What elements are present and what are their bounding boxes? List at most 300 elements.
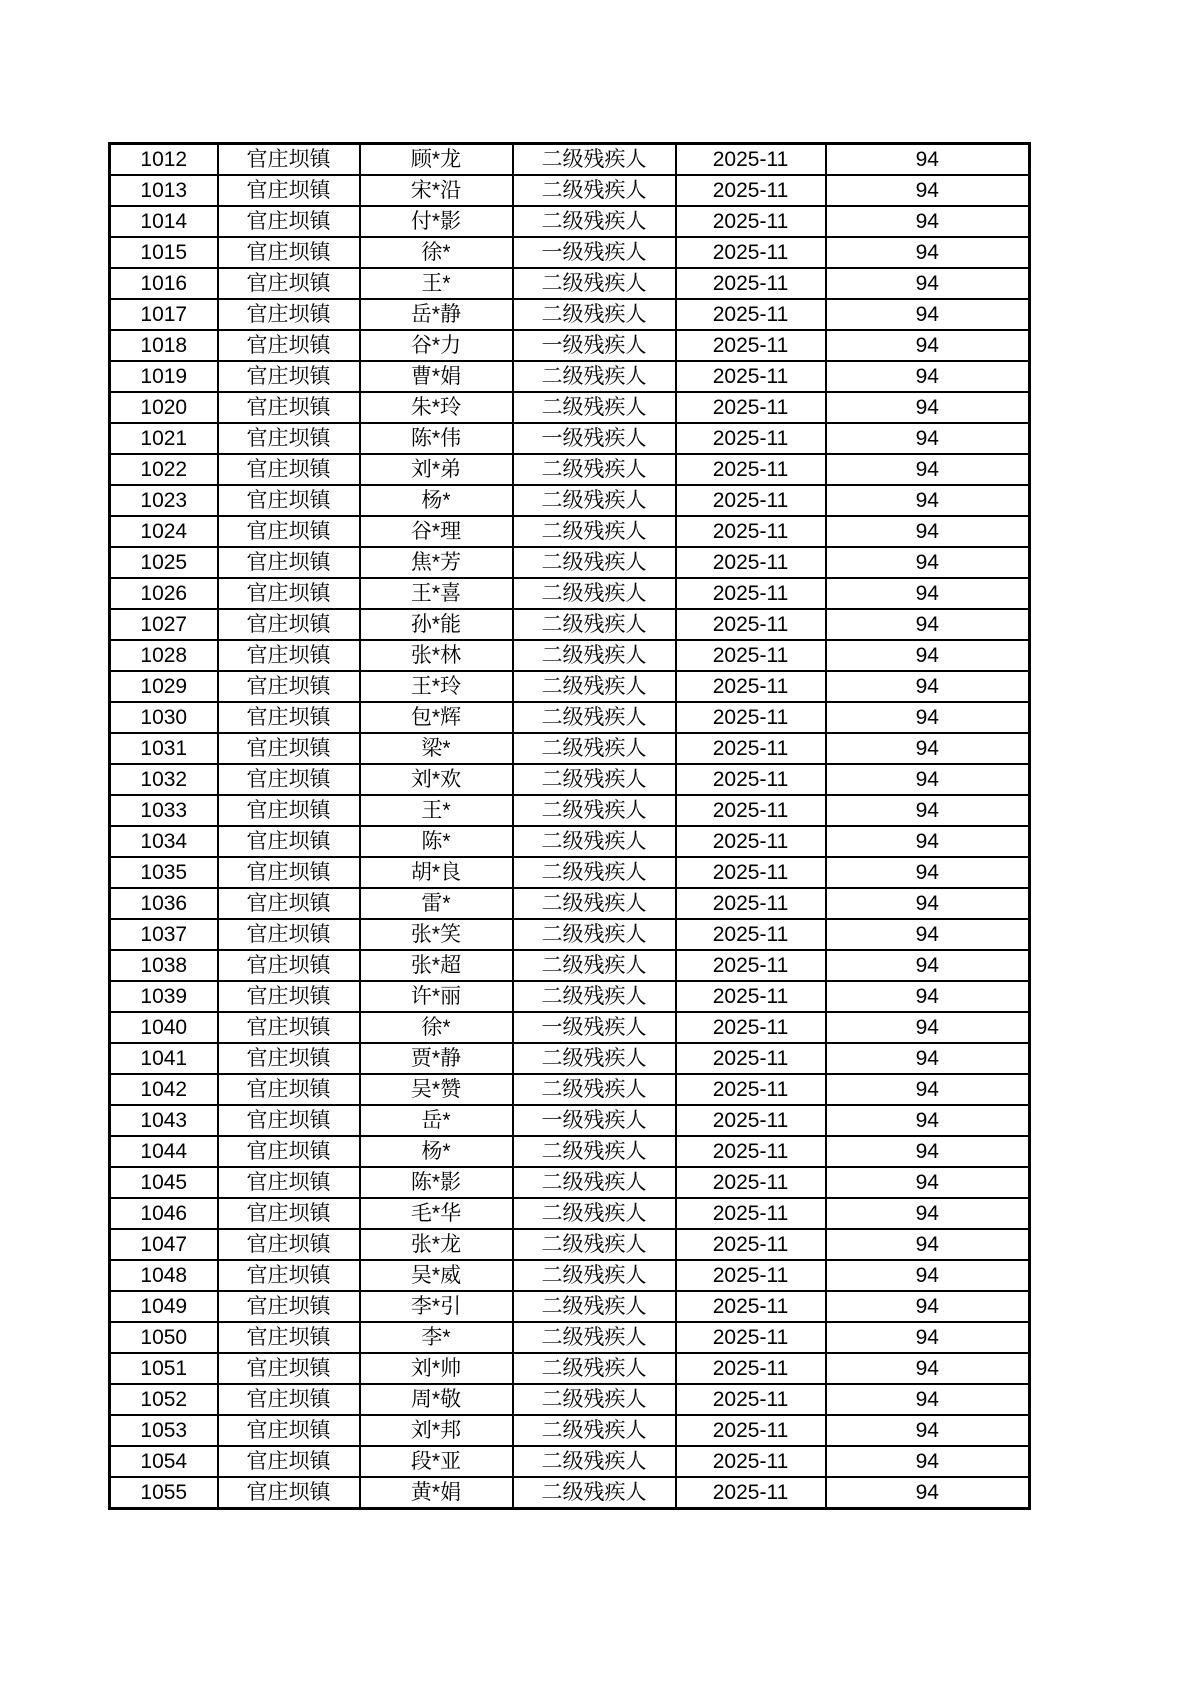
cell-name: 周*敬 [360, 1384, 513, 1415]
cell-period: 2025-11 [676, 795, 826, 826]
cell-id: 1031 [110, 733, 218, 764]
cell-level: 二级残疾人 [513, 888, 676, 919]
cell-name: 陈* [360, 826, 513, 857]
cell-period: 2025-11 [676, 1074, 826, 1105]
cell-town: 官庄坝镇 [218, 516, 360, 547]
cell-amount: 94 [826, 764, 1030, 795]
cell-town: 官庄坝镇 [218, 1043, 360, 1074]
cell-id: 1041 [110, 1043, 218, 1074]
cell-amount: 94 [826, 423, 1030, 454]
cell-town: 官庄坝镇 [218, 423, 360, 454]
cell-level: 二级残疾人 [513, 609, 676, 640]
table-row [110, 1198, 1030, 1229]
cell-town: 官庄坝镇 [218, 144, 360, 176]
cell-name: 李*引 [360, 1291, 513, 1322]
cell-period: 2025-11 [676, 671, 826, 702]
cell-town: 官庄坝镇 [218, 1074, 360, 1105]
cell-id: 1026 [110, 578, 218, 609]
cell-amount: 94 [826, 1229, 1030, 1260]
cell-period: 2025-11 [676, 1229, 826, 1260]
cell-amount: 94 [826, 640, 1030, 671]
cell-period: 2025-11 [676, 1167, 826, 1198]
table-row [110, 392, 1030, 423]
cell-amount: 94 [826, 392, 1030, 423]
cell-level: 二级残疾人 [513, 578, 676, 609]
cell-period: 2025-11 [676, 1446, 826, 1477]
cell-name: 毛*华 [360, 1198, 513, 1229]
cell-name: 付*影 [360, 206, 513, 237]
cell-amount: 94 [826, 206, 1030, 237]
cell-period: 2025-11 [676, 547, 826, 578]
cell-amount: 94 [826, 175, 1030, 206]
cell-level: 二级残疾人 [513, 1260, 676, 1291]
cell-amount: 94 [826, 919, 1030, 950]
cell-town: 官庄坝镇 [218, 206, 360, 237]
table-row [110, 919, 1030, 950]
cell-period: 2025-11 [676, 1291, 826, 1322]
cell-amount: 94 [826, 609, 1030, 640]
cell-amount: 94 [826, 516, 1030, 547]
cell-id: 1050 [110, 1322, 218, 1353]
cell-town: 官庄坝镇 [218, 454, 360, 485]
cell-town: 官庄坝镇 [218, 1012, 360, 1043]
cell-level: 二级残疾人 [513, 764, 676, 795]
cell-name: 杨* [360, 1136, 513, 1167]
cell-level: 二级残疾人 [513, 702, 676, 733]
cell-name: 梁* [360, 733, 513, 764]
table-row [110, 1136, 1030, 1167]
table-row [110, 1043, 1030, 1074]
cell-id: 1017 [110, 299, 218, 330]
cell-period: 2025-11 [676, 1012, 826, 1043]
table-row [110, 299, 1030, 330]
table-row [110, 1477, 1030, 1509]
cell-town: 官庄坝镇 [218, 733, 360, 764]
cell-level: 二级残疾人 [513, 1477, 676, 1509]
cell-name: 张*笑 [360, 919, 513, 950]
cell-level: 二级残疾人 [513, 516, 676, 547]
cell-name: 刘*弟 [360, 454, 513, 485]
cell-id: 1052 [110, 1384, 218, 1415]
table-row [110, 609, 1030, 640]
cell-period: 2025-11 [676, 1477, 826, 1509]
cell-period: 2025-11 [676, 206, 826, 237]
cell-amount: 94 [826, 361, 1030, 392]
cell-period: 2025-11 [676, 1322, 826, 1353]
cell-town: 官庄坝镇 [218, 1136, 360, 1167]
cell-level: 二级残疾人 [513, 1074, 676, 1105]
cell-id: 1042 [110, 1074, 218, 1105]
cell-name: 王*玲 [360, 671, 513, 702]
cell-amount: 94 [826, 1136, 1030, 1167]
cell-amount: 94 [826, 1260, 1030, 1291]
cell-id: 1014 [110, 206, 218, 237]
cell-id: 1049 [110, 1291, 218, 1322]
cell-id: 1028 [110, 640, 218, 671]
cell-period: 2025-11 [676, 392, 826, 423]
cell-id: 1015 [110, 237, 218, 268]
cell-level: 一级残疾人 [513, 330, 676, 361]
cell-amount: 94 [826, 1012, 1030, 1043]
cell-amount: 94 [826, 1415, 1030, 1446]
table-row [110, 237, 1030, 268]
cell-name: 杨* [360, 485, 513, 516]
cell-level: 二级残疾人 [513, 1229, 676, 1260]
table-row [110, 578, 1030, 609]
table-row [110, 671, 1030, 702]
table-row [110, 175, 1030, 206]
cell-town: 官庄坝镇 [218, 1384, 360, 1415]
cell-town: 官庄坝镇 [218, 299, 360, 330]
cell-amount: 94 [826, 578, 1030, 609]
cell-level: 二级残疾人 [513, 640, 676, 671]
cell-period: 2025-11 [676, 888, 826, 919]
cell-name: 李* [360, 1322, 513, 1353]
cell-id: 1033 [110, 795, 218, 826]
cell-name: 黄*娟 [360, 1477, 513, 1509]
cell-id: 1024 [110, 516, 218, 547]
cell-town: 官庄坝镇 [218, 857, 360, 888]
cell-town: 官庄坝镇 [218, 1415, 360, 1446]
cell-period: 2025-11 [676, 950, 826, 981]
cell-level: 二级残疾人 [513, 361, 676, 392]
table-row [110, 485, 1030, 516]
cell-level: 二级残疾人 [513, 919, 676, 950]
cell-id: 1055 [110, 1477, 218, 1509]
table-row [110, 1260, 1030, 1291]
cell-id: 1030 [110, 702, 218, 733]
cell-name: 陈*影 [360, 1167, 513, 1198]
table-row [110, 268, 1030, 299]
cell-name: 王* [360, 268, 513, 299]
cell-name: 吴*赞 [360, 1074, 513, 1105]
table-row [110, 1012, 1030, 1043]
cell-period: 2025-11 [676, 609, 826, 640]
table-row [110, 1105, 1030, 1136]
cell-level: 二级残疾人 [513, 144, 676, 176]
cell-level: 二级残疾人 [513, 1291, 676, 1322]
cell-period: 2025-11 [676, 1198, 826, 1229]
cell-amount: 94 [826, 671, 1030, 702]
cell-town: 官庄坝镇 [218, 764, 360, 795]
cell-amount: 94 [826, 454, 1030, 485]
cell-amount: 94 [826, 795, 1030, 826]
cell-town: 官庄坝镇 [218, 1322, 360, 1353]
cell-name: 张*超 [360, 950, 513, 981]
cell-id: 1053 [110, 1415, 218, 1446]
cell-id: 1025 [110, 547, 218, 578]
table-row [110, 423, 1030, 454]
cell-period: 2025-11 [676, 175, 826, 206]
cell-name: 顾*龙 [360, 144, 513, 176]
cell-name: 岳* [360, 1105, 513, 1136]
cell-level: 二级残疾人 [513, 1136, 676, 1167]
cell-name: 雷* [360, 888, 513, 919]
cell-id: 1023 [110, 485, 218, 516]
cell-level: 一级残疾人 [513, 1012, 676, 1043]
cell-level: 二级残疾人 [513, 299, 676, 330]
cell-town: 官庄坝镇 [218, 609, 360, 640]
table-row [110, 1384, 1030, 1415]
cell-id: 1018 [110, 330, 218, 361]
cell-name: 许*丽 [360, 981, 513, 1012]
cell-id: 1020 [110, 392, 218, 423]
cell-level: 二级残疾人 [513, 454, 676, 485]
cell-level: 二级残疾人 [513, 1384, 676, 1415]
cell-period: 2025-11 [676, 237, 826, 268]
cell-period: 2025-11 [676, 733, 826, 764]
cell-period: 2025-11 [676, 516, 826, 547]
table-row [110, 516, 1030, 547]
cell-period: 2025-11 [676, 423, 826, 454]
cell-name: 段*亚 [360, 1446, 513, 1477]
cell-town: 官庄坝镇 [218, 702, 360, 733]
cell-town: 官庄坝镇 [218, 578, 360, 609]
cell-town: 官庄坝镇 [218, 330, 360, 361]
cell-town: 官庄坝镇 [218, 671, 360, 702]
table-row [110, 1353, 1030, 1384]
table-row [110, 1291, 1030, 1322]
cell-amount: 94 [826, 1446, 1030, 1477]
table-row [110, 950, 1030, 981]
cell-town: 官庄坝镇 [218, 919, 360, 950]
table-row [110, 795, 1030, 826]
cell-town: 官庄坝镇 [218, 175, 360, 206]
cell-period: 2025-11 [676, 826, 826, 857]
cell-id: 1012 [110, 144, 218, 176]
cell-amount: 94 [826, 733, 1030, 764]
cell-level: 一级残疾人 [513, 237, 676, 268]
cell-amount: 94 [826, 330, 1030, 361]
table-row [110, 1322, 1030, 1353]
cell-period: 2025-11 [676, 919, 826, 950]
cell-period: 2025-11 [676, 1136, 826, 1167]
cell-id: 1027 [110, 609, 218, 640]
cell-town: 官庄坝镇 [218, 361, 360, 392]
cell-name: 孙*能 [360, 609, 513, 640]
cell-period: 2025-11 [676, 702, 826, 733]
cell-name: 曹*娟 [360, 361, 513, 392]
cell-amount: 94 [826, 1322, 1030, 1353]
cell-town: 官庄坝镇 [218, 950, 360, 981]
cell-period: 2025-11 [676, 578, 826, 609]
cell-amount: 94 [826, 299, 1030, 330]
cell-amount: 94 [826, 1353, 1030, 1384]
cell-level: 二级残疾人 [513, 392, 676, 423]
cell-town: 官庄坝镇 [218, 237, 360, 268]
cell-level: 二级残疾人 [513, 485, 676, 516]
cell-name: 谷*力 [360, 330, 513, 361]
cell-period: 2025-11 [676, 1353, 826, 1384]
cell-level: 二级残疾人 [513, 826, 676, 857]
cell-amount: 94 [826, 1198, 1030, 1229]
cell-period: 2025-11 [676, 144, 826, 176]
cell-level: 二级残疾人 [513, 1415, 676, 1446]
cell-amount: 94 [826, 144, 1030, 176]
cell-town: 官庄坝镇 [218, 1229, 360, 1260]
cell-period: 2025-11 [676, 981, 826, 1012]
cell-name: 陈*伟 [360, 423, 513, 454]
table-row [110, 1446, 1030, 1477]
cell-amount: 94 [826, 1291, 1030, 1322]
cell-id: 1043 [110, 1105, 218, 1136]
cell-level: 二级残疾人 [513, 175, 676, 206]
table-row [110, 764, 1030, 795]
cell-amount: 94 [826, 857, 1030, 888]
cell-name: 岳*静 [360, 299, 513, 330]
cell-id: 1035 [110, 857, 218, 888]
cell-name: 谷*理 [360, 516, 513, 547]
cell-town: 官庄坝镇 [218, 1353, 360, 1384]
cell-town: 官庄坝镇 [218, 981, 360, 1012]
cell-amount: 94 [826, 547, 1030, 578]
cell-id: 1036 [110, 888, 218, 919]
cell-period: 2025-11 [676, 640, 826, 671]
cell-level: 二级残疾人 [513, 950, 676, 981]
table-row [110, 733, 1030, 764]
cell-name: 王*喜 [360, 578, 513, 609]
cell-town: 官庄坝镇 [218, 547, 360, 578]
cell-level: 二级残疾人 [513, 795, 676, 826]
cell-amount: 94 [826, 888, 1030, 919]
cell-amount: 94 [826, 268, 1030, 299]
cell-level: 二级残疾人 [513, 206, 676, 237]
cell-town: 官庄坝镇 [218, 1291, 360, 1322]
cell-period: 2025-11 [676, 330, 826, 361]
table-body [110, 144, 1030, 1509]
cell-id: 1038 [110, 950, 218, 981]
cell-amount: 94 [826, 485, 1030, 516]
cell-town: 官庄坝镇 [218, 795, 360, 826]
cell-id: 1022 [110, 454, 218, 485]
cell-name: 徐* [360, 237, 513, 268]
cell-town: 官庄坝镇 [218, 1198, 360, 1229]
cell-level: 二级残疾人 [513, 733, 676, 764]
cell-id: 1048 [110, 1260, 218, 1291]
cell-amount: 94 [826, 1477, 1030, 1509]
cell-amount: 94 [826, 1043, 1030, 1074]
cell-town: 官庄坝镇 [218, 1446, 360, 1477]
cell-name: 包*辉 [360, 702, 513, 733]
cell-town: 官庄坝镇 [218, 1477, 360, 1509]
cell-name: 胡*良 [360, 857, 513, 888]
table-row [110, 330, 1030, 361]
cell-level: 二级残疾人 [513, 981, 676, 1012]
cell-level: 二级残疾人 [513, 671, 676, 702]
cell-amount: 94 [826, 237, 1030, 268]
cell-town: 官庄坝镇 [218, 1260, 360, 1291]
table-row [110, 1167, 1030, 1198]
cell-period: 2025-11 [676, 1384, 826, 1415]
cell-period: 2025-11 [676, 764, 826, 795]
cell-id: 1051 [110, 1353, 218, 1384]
cell-level: 二级残疾人 [513, 547, 676, 578]
cell-level: 二级残疾人 [513, 1043, 676, 1074]
cell-name: 朱*玲 [360, 392, 513, 423]
cell-amount: 94 [826, 702, 1030, 733]
cell-town: 官庄坝镇 [218, 1105, 360, 1136]
cell-name: 徐* [360, 1012, 513, 1043]
cell-name: 刘*帅 [360, 1353, 513, 1384]
cell-amount: 94 [826, 1384, 1030, 1415]
cell-town: 官庄坝镇 [218, 1167, 360, 1198]
table-row [110, 1415, 1030, 1446]
cell-amount: 94 [826, 1074, 1030, 1105]
cell-id: 1016 [110, 268, 218, 299]
table-row [110, 857, 1030, 888]
cell-period: 2025-11 [676, 268, 826, 299]
cell-id: 1040 [110, 1012, 218, 1043]
cell-id: 1019 [110, 361, 218, 392]
cell-id: 1021 [110, 423, 218, 454]
table-row [110, 981, 1030, 1012]
beneficiary-table [108, 142, 1031, 1510]
table-row [110, 454, 1030, 485]
cell-town: 官庄坝镇 [218, 268, 360, 299]
cell-amount: 94 [826, 1105, 1030, 1136]
cell-id: 1029 [110, 671, 218, 702]
cell-level: 二级残疾人 [513, 1198, 676, 1229]
cell-id: 1037 [110, 919, 218, 950]
table-row [110, 361, 1030, 392]
cell-id: 1034 [110, 826, 218, 857]
cell-name: 宋*沿 [360, 175, 513, 206]
cell-id: 1044 [110, 1136, 218, 1167]
table-row [110, 144, 1030, 176]
cell-period: 2025-11 [676, 454, 826, 485]
cell-name: 王* [360, 795, 513, 826]
cell-id: 1013 [110, 175, 218, 206]
cell-period: 2025-11 [676, 1260, 826, 1291]
cell-amount: 94 [826, 1167, 1030, 1198]
cell-town: 官庄坝镇 [218, 485, 360, 516]
cell-town: 官庄坝镇 [218, 888, 360, 919]
cell-level: 二级残疾人 [513, 268, 676, 299]
cell-id: 1054 [110, 1446, 218, 1477]
cell-name: 刘*欢 [360, 764, 513, 795]
cell-name: 焦*芳 [360, 547, 513, 578]
table-row [110, 206, 1030, 237]
table-row [110, 702, 1030, 733]
cell-name: 吴*威 [360, 1260, 513, 1291]
cell-id: 1032 [110, 764, 218, 795]
cell-name: 张*龙 [360, 1229, 513, 1260]
cell-level: 二级残疾人 [513, 1167, 676, 1198]
cell-level: 一级残疾人 [513, 1105, 676, 1136]
cell-town: 官庄坝镇 [218, 392, 360, 423]
cell-period: 2025-11 [676, 857, 826, 888]
cell-level: 二级残疾人 [513, 1353, 676, 1384]
cell-amount: 94 [826, 981, 1030, 1012]
cell-level: 二级残疾人 [513, 1446, 676, 1477]
cell-period: 2025-11 [676, 361, 826, 392]
cell-id: 1039 [110, 981, 218, 1012]
table-row [110, 640, 1030, 671]
cell-name: 刘*邦 [360, 1415, 513, 1446]
cell-period: 2025-11 [676, 1043, 826, 1074]
cell-period: 2025-11 [676, 1105, 826, 1136]
cell-level: 一级残疾人 [513, 423, 676, 454]
cell-name: 贾*静 [360, 1043, 513, 1074]
cell-period: 2025-11 [676, 1415, 826, 1446]
cell-name: 张*林 [360, 640, 513, 671]
table-row [110, 1229, 1030, 1260]
cell-level: 二级残疾人 [513, 1322, 676, 1353]
cell-level: 二级残疾人 [513, 857, 676, 888]
table-row [110, 1074, 1030, 1105]
cell-amount: 94 [826, 950, 1030, 981]
cell-id: 1046 [110, 1198, 218, 1229]
